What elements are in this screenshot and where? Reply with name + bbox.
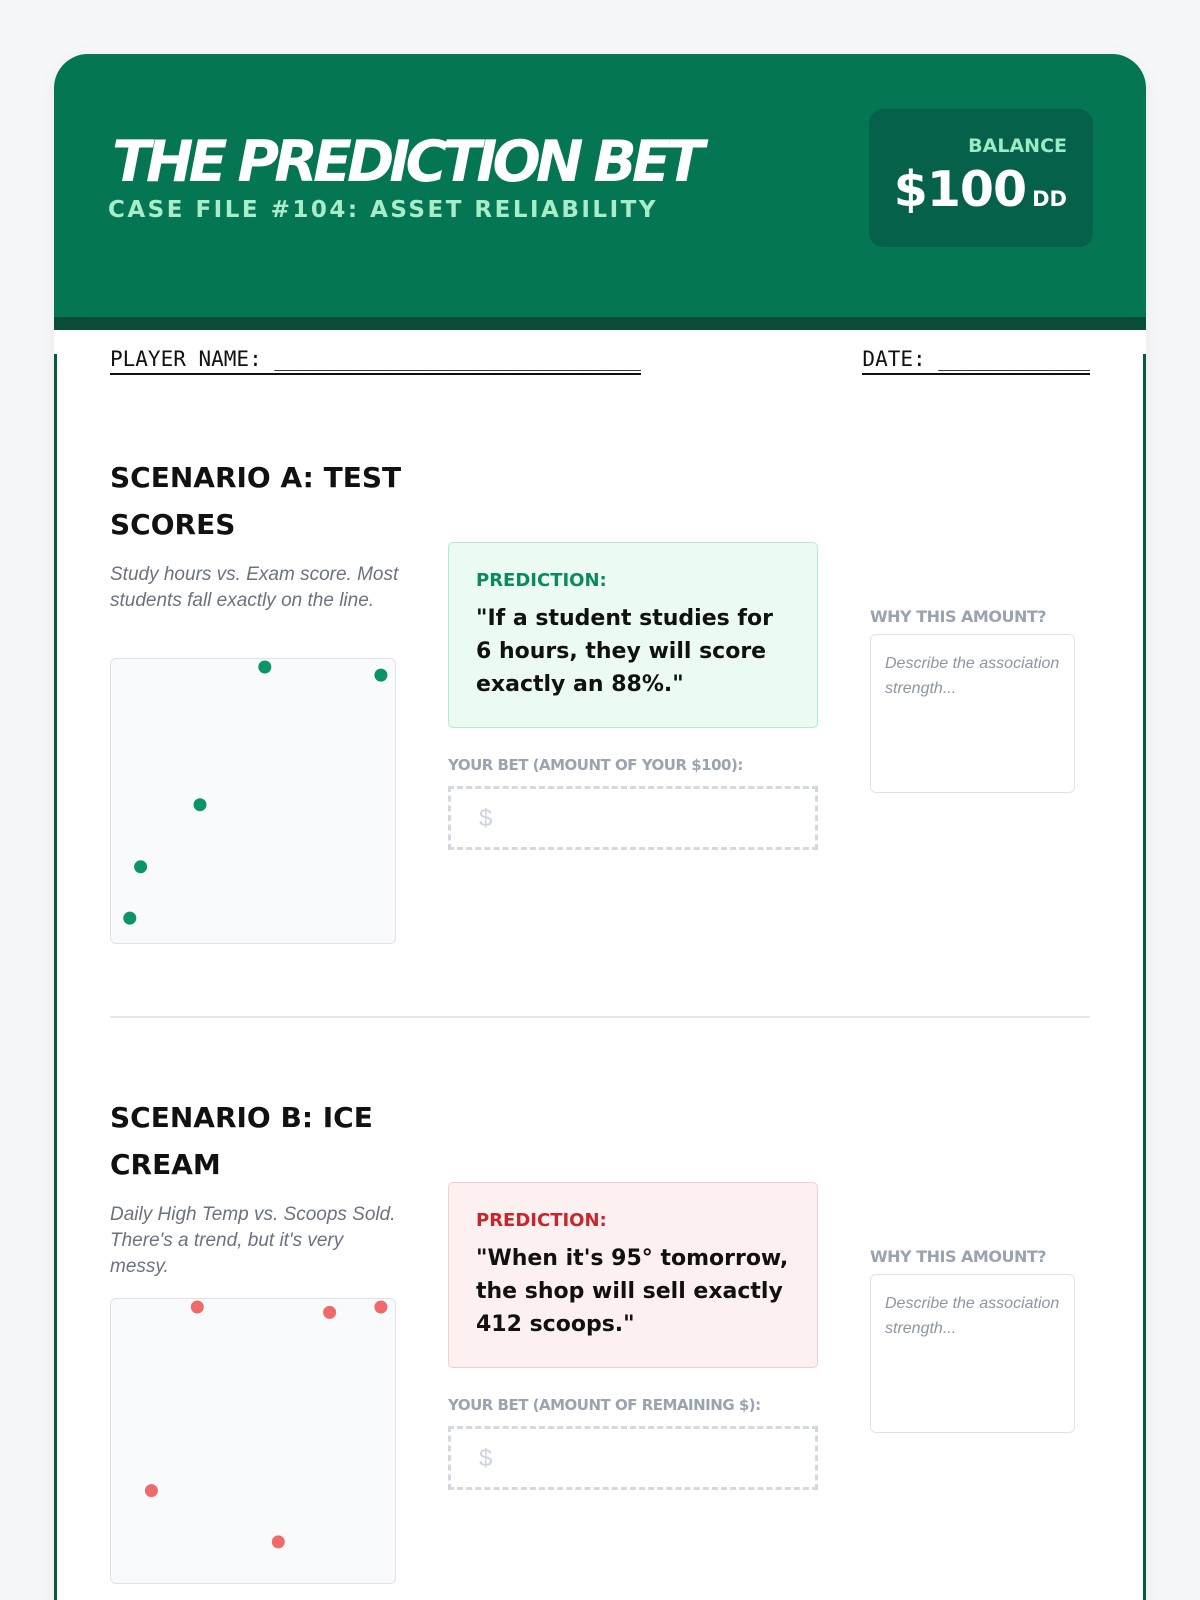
scenario-a-bet-label: YOUR BET (AMOUNT OF YOUR $100): (448, 756, 743, 774)
scenario-a-plot-svg (111, 659, 395, 943)
scenario-b-why-input[interactable] (870, 1274, 1075, 1433)
scenario-a-data-point (123, 912, 136, 925)
scenario-b-prediction-box (448, 1182, 818, 1368)
scenario-a-why-placeholder: Describe the association strength... (885, 655, 1060, 697)
scenario-a-bet-input[interactable] (448, 786, 818, 850)
scenario-b-data-point (145, 1484, 158, 1497)
card-border-right (1143, 354, 1146, 1600)
scenario-b (110, 1094, 1090, 1600)
scenario-b-data-point (272, 1535, 285, 1548)
scenario-b-why-placeholder: Describe the association strength... (885, 1295, 1060, 1337)
case-file-subtitle: CASE FILE #104: ASSET RELIABILITY (108, 197, 658, 223)
scenario-a-prediction-text: "If a student studies for 6 hours, they will score exactly an 88%." (476, 606, 773, 697)
scenario-b-scatter-plot (110, 1298, 396, 1584)
section-divider (110, 1016, 1090, 1018)
scenario-a-data-point (374, 669, 387, 682)
page-title: THE PREDICTION BET (112, 129, 700, 195)
card-border-left (54, 354, 57, 1600)
scenario-b-plot-svg (111, 1299, 395, 1583)
scenario-a-why-input[interactable] (870, 634, 1075, 793)
scenario-a (110, 454, 1090, 1014)
scenario-b-prediction-text: "When it's 95° tomorrow, the shop will sell exactly 412 scoops." (476, 1246, 789, 1337)
balance-unit: DD (1032, 187, 1067, 211)
balance-value: $100 (893, 161, 1027, 218)
scenario-a-title: SCENARIO A: TEST SCORES (110, 461, 402, 541)
scenario-b-why-label: WHY THIS AMOUNT? (870, 1247, 1047, 1266)
scenario-a-why-label: WHY THIS AMOUNT? (870, 607, 1047, 626)
header-banner (54, 54, 1146, 317)
meta-row (110, 348, 1090, 382)
scenario-b-prediction-label: PREDICTION: (476, 1210, 607, 1231)
worksheet-card (54, 54, 1146, 1600)
scenario-a-description: Study hours vs. Exam score. Most students fall exactly on the line. (110, 564, 399, 611)
header-bottom-bar (54, 317, 1146, 330)
scenario-b-description: Daily High Temp vs. Scoops Sold. There's a trend, but it's very messy. (110, 1204, 396, 1277)
scenario-a-data-point (258, 661, 271, 674)
scenario-a-scatter-plot (110, 658, 396, 944)
scenario-b-bet-input[interactable] (448, 1426, 818, 1490)
player-name-field[interactable]: PLAYER NAME: _____________________________ (110, 348, 641, 375)
scenario-b-bet-placeholder: $ (479, 1445, 493, 1472)
scenario-b-bet-label: YOUR BET (AMOUNT OF REMAINING $): (448, 1396, 761, 1414)
scenario-a-bet-placeholder: $ (479, 805, 493, 832)
scenario-a-data-point (194, 798, 207, 811)
scenario-b-data-point (374, 1301, 387, 1314)
balance-badge (869, 109, 1093, 247)
scenario-a-prediction-box (448, 542, 818, 728)
balance-amount (893, 161, 1067, 218)
scenario-b-data-point (191, 1301, 204, 1314)
scenario-a-data-point (134, 860, 147, 873)
scenario-a-prediction-label: PREDICTION: (476, 570, 607, 591)
scenario-b-title: SCENARIO B: ICE CREAM (110, 1101, 373, 1181)
date-field[interactable]: DATE: ____________ (862, 348, 1090, 375)
scenario-b-data-point (323, 1306, 336, 1319)
balance-label: BALANCE (968, 135, 1067, 157)
